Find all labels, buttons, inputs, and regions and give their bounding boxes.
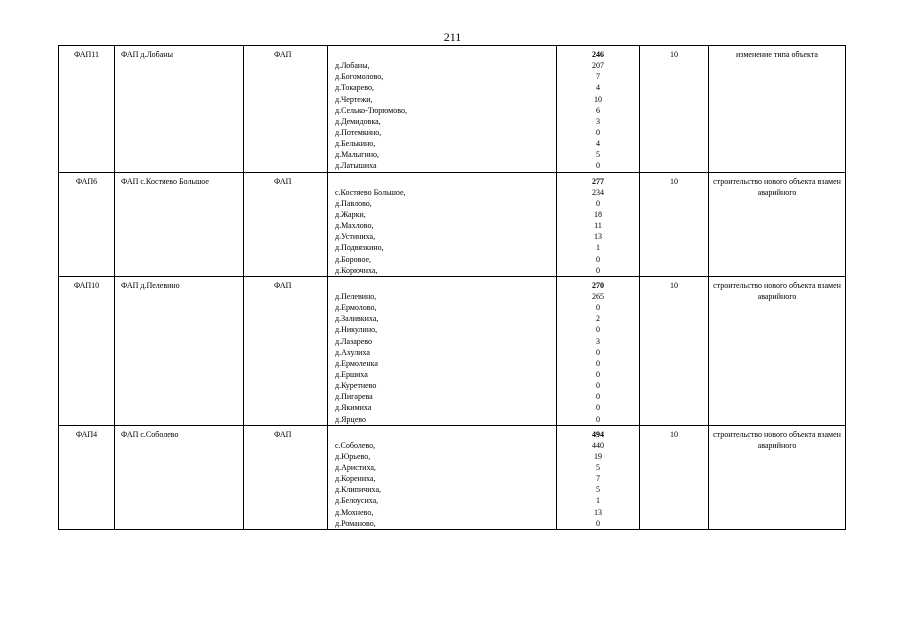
planned-action: строительство нового объекта взамен аварийного <box>713 280 841 301</box>
planned-action-cell <box>709 46 846 173</box>
population-cell <box>557 276 640 425</box>
settlement-population: 18 <box>594 209 602 219</box>
table-row <box>59 425 846 529</box>
settlement-name: д.Боровое, <box>335 254 372 264</box>
population-cell <box>557 425 640 529</box>
settlement-population: 0 <box>596 392 600 402</box>
settlement-name: д.Чертежи, <box>335 94 373 104</box>
settlement-name: д.Белоусиха, <box>335 496 379 506</box>
settlement-name: д.Белькино, <box>335 139 376 149</box>
settlement-population: 0 <box>596 358 600 368</box>
settlement-population: 11 <box>594 221 602 231</box>
population-total: 494 <box>592 429 604 439</box>
settlement-name: д.Корениха, <box>335 474 376 484</box>
facility-type: ФАП <box>244 425 328 529</box>
settlement-name: д.Токарево, <box>335 83 374 93</box>
planned-action: изменение типа объекта <box>736 50 818 59</box>
facility-type: ФАП <box>244 46 328 173</box>
settlement-population: 0 <box>596 369 600 379</box>
settlement-name: д.Романово, <box>335 518 376 528</box>
settlement-name: д.Юрьево, <box>335 451 371 461</box>
facility-type: ФАП <box>244 276 328 425</box>
settlements-cell <box>328 46 557 173</box>
settlement-name: с.Соболево, <box>335 440 376 450</box>
settlements-cell <box>328 172 557 276</box>
settlement-population: 4 <box>596 139 600 149</box>
page-number: 211 <box>443 30 462 44</box>
settlement-name: д.Заливкиха, <box>335 314 379 324</box>
planned-action-cell <box>709 425 846 529</box>
facility-type: ФАП <box>244 172 328 276</box>
settlement-name: д.Мохнево, <box>335 507 374 517</box>
facility-name: ФАП д.Лобаны <box>115 46 244 173</box>
settlement-population: 6 <box>596 105 600 115</box>
settlement-name: д.Ершиха <box>335 369 368 379</box>
settlement-name: д.Лазарево <box>335 336 373 346</box>
settlement-population: 3 <box>596 116 600 126</box>
settlement-population: 5 <box>596 463 600 473</box>
settlement-name: д.Корючиха, <box>335 265 378 275</box>
facility-name: ФАП с.Соболево <box>115 425 244 529</box>
settlement-name: д.Махлово, <box>335 221 374 231</box>
settlements-cell <box>328 276 557 425</box>
facility-name: ФАП д.Пелевино <box>115 276 244 425</box>
settlement-population: 0 <box>596 303 600 313</box>
population-total: 277 <box>592 176 604 186</box>
settlement-population: 0 <box>596 518 600 528</box>
settlement-population: 0 <box>596 254 600 264</box>
planned-action: строительство нового объекта взамен аварийного <box>713 429 841 450</box>
table-body <box>59 46 846 530</box>
settlement-name: с.Костяево Большое, <box>335 187 406 197</box>
settlement-population: 10 <box>594 94 602 104</box>
planned-action-cell <box>709 172 846 276</box>
service-radius: 10 <box>640 46 709 173</box>
facility-name: ФАП с.Костяево Большое <box>115 172 244 276</box>
settlement-name: д.Устиниха, <box>335 232 376 242</box>
population-cell <box>557 46 640 173</box>
facility-code: ФАП4 <box>59 425 115 529</box>
settlement-name: д.Жарки, <box>335 209 366 219</box>
settlement-name: д.Латышиха <box>335 161 377 171</box>
settlement-name: д.Ахулиха <box>335 347 370 357</box>
settlement-population: 19 <box>594 451 602 461</box>
settlement-population: 13 <box>594 232 602 242</box>
service-radius: 10 <box>640 276 709 425</box>
settlement-population: 2 <box>596 314 600 324</box>
settlement-population: 0 <box>596 347 600 357</box>
settlement-name: д.Куретнево <box>335 381 377 391</box>
settlement-population: 0 <box>596 414 600 424</box>
settlement-name: д.Пелевино, <box>335 291 377 301</box>
population-cell <box>557 172 640 276</box>
settlement-population: 7 <box>596 72 600 82</box>
settlement-name: д.Селько-Тюрюмово, <box>335 105 407 115</box>
settlement-population: 7 <box>596 474 600 484</box>
settlement-population: 234 <box>592 187 604 197</box>
settlement-population: 1 <box>596 243 600 253</box>
settlement-population: 3 <box>596 336 600 346</box>
settlement-name: д.Клипичиха, <box>335 485 381 495</box>
planned-action: строительство нового объекта взамен аварийного <box>713 176 841 197</box>
settlement-population: 13 <box>594 507 602 517</box>
settlement-name: д.Потемкино, <box>335 127 382 137</box>
settlement-name: д.Ермоленка <box>335 358 378 368</box>
settlement-name: д.Якимиха <box>335 403 372 413</box>
settlement-population: 4 <box>596 83 600 93</box>
table-row <box>59 46 846 173</box>
settlement-population: 207 <box>592 61 604 71</box>
settlement-population: 0 <box>596 161 600 171</box>
settlement-population: 265 <box>592 291 604 301</box>
settlement-name: д.Ермолово, <box>335 303 377 313</box>
settlement-name: д.Богомолово, <box>335 72 384 82</box>
settlement-name: д.Малыгино, <box>335 150 380 160</box>
population-total: 246 <box>592 50 604 59</box>
settlement-name: д.Аристиха, <box>335 463 376 473</box>
settlement-name: д.Ярцево <box>335 414 366 424</box>
planned-action-cell <box>709 276 846 425</box>
settlement-population: 0 <box>596 381 600 391</box>
population-total: 270 <box>592 280 604 290</box>
settlement-population: 440 <box>592 440 604 450</box>
settlement-population: 0 <box>596 403 600 413</box>
settlement-name: д.Павлово, <box>335 198 372 208</box>
facility-code: ФАП11 <box>59 46 115 173</box>
settlement-name: д.Демидовка, <box>335 116 381 126</box>
settlement-population: 1 <box>596 496 600 506</box>
settlement-name: д.Лобаны, <box>335 61 370 71</box>
settlement-population: 5 <box>596 150 600 160</box>
settlement-name: д.Пигарева <box>335 392 373 402</box>
settlement-population: 0 <box>596 325 600 335</box>
settlement-name: д.Никулино, <box>335 325 378 335</box>
service-radius: 10 <box>640 425 709 529</box>
settlement-population: 5 <box>596 485 600 495</box>
settlements-cell <box>328 425 557 529</box>
facility-code: ФАП6 <box>59 172 115 276</box>
settlement-population: 0 <box>596 127 600 137</box>
facility-code: ФАП10 <box>59 276 115 425</box>
settlement-population: 0 <box>596 198 600 208</box>
service-radius: 10 <box>640 172 709 276</box>
table-row <box>59 276 846 425</box>
settlement-population: 0 <box>596 265 600 275</box>
settlement-name: д.Подвязкино, <box>335 243 384 253</box>
table-row <box>59 172 846 276</box>
fap-table <box>58 45 846 530</box>
